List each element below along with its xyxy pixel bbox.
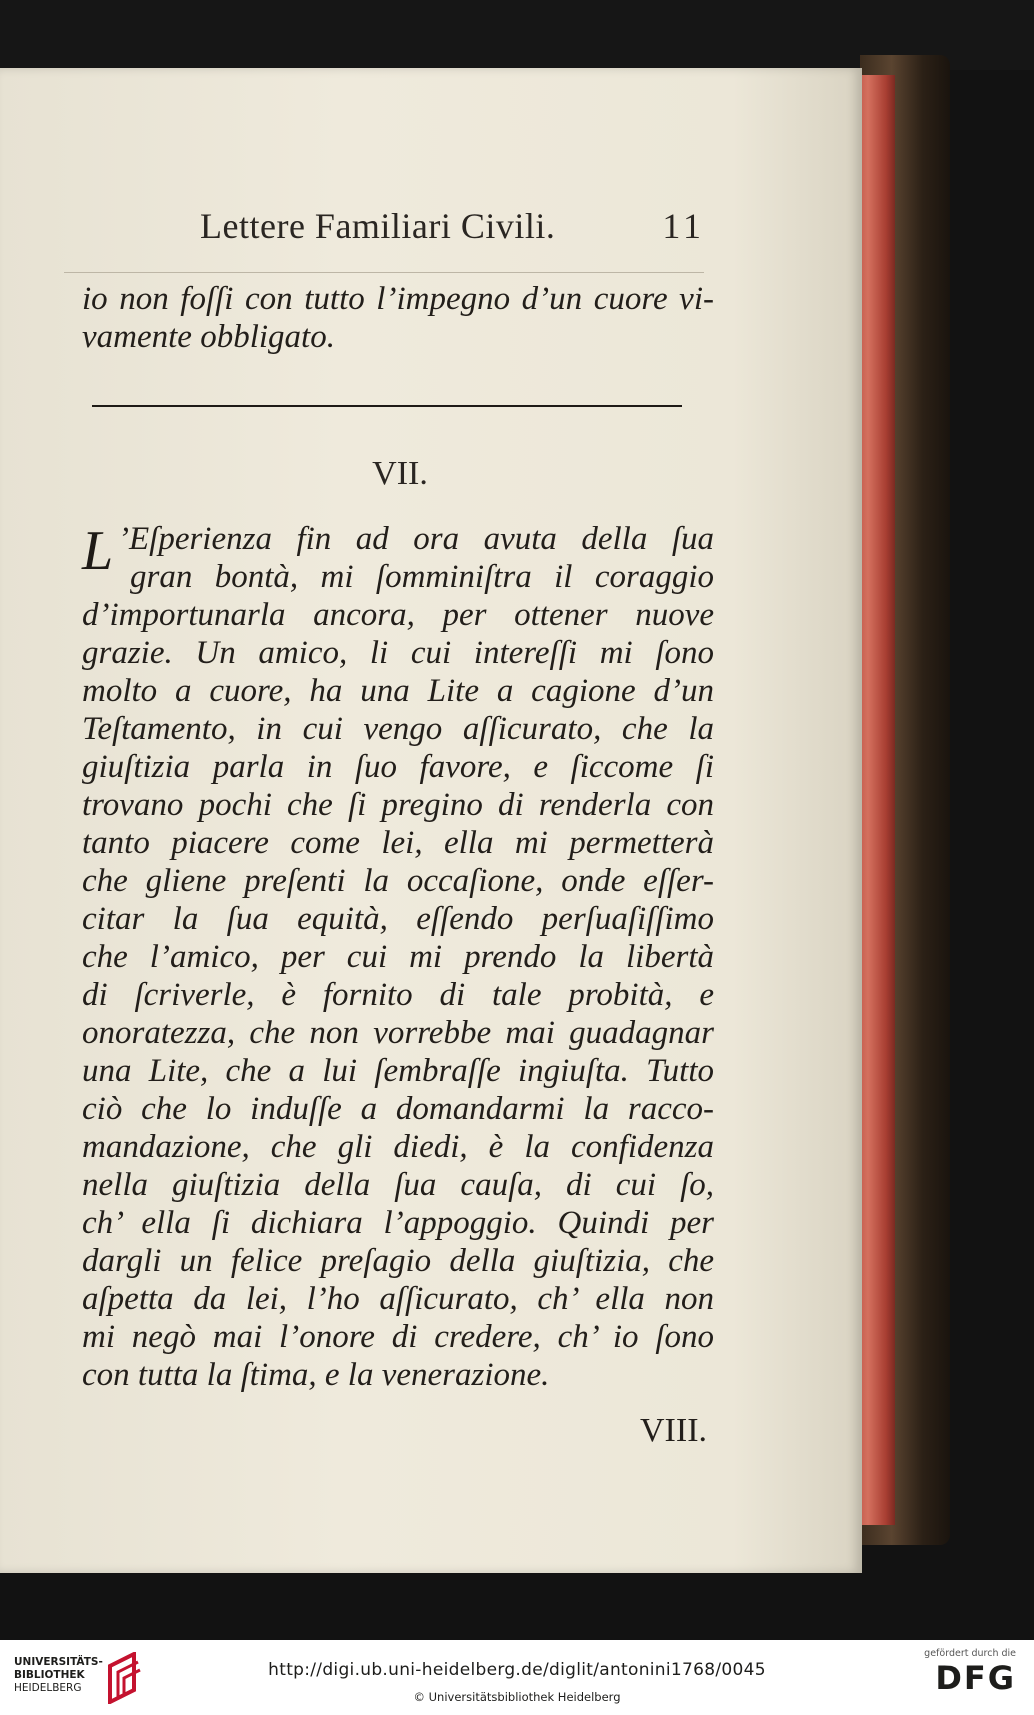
text-line: trovano pochi che ſi pregino di renderla con (82, 787, 714, 823)
library-name-line: HEIDELBERG (14, 1682, 82, 1694)
text-line: una Lite, che a lui ſembraſſe ingiuſta. Tutto (82, 1053, 714, 1089)
text-line: citar la ſua equità, eſſendo perſuaſiſſimo (82, 901, 714, 937)
continuation-text (82, 280, 714, 356)
head-rule (64, 272, 704, 273)
text-line: di ſcriverle, è fornito di tale probità, e (82, 977, 714, 1013)
viewer-footer (0, 1640, 1034, 1715)
library-name-line: BIBLIOTHEK (14, 1669, 85, 1681)
text-line: ’Eſperienza fin ad ora avuta della ſua (118, 521, 714, 557)
dfg-logo: DFG (935, 1659, 1016, 1697)
text-line: con tutta la ſtima, e la venerazione. (82, 1357, 550, 1393)
sponsor-caption: gefördert durch die (924, 1648, 1016, 1659)
text-line: nella giuſtizia della ſua cauſa, di cui ſo, (82, 1167, 714, 1203)
library-name-line: UNIVERSITÄTS- (14, 1656, 103, 1668)
text-line: io non foſſi con tutto l’impegno d’un cuore vi- (82, 281, 714, 317)
letter-number: VII. (372, 455, 428, 492)
copyright-notice: © Universitätsbibliothek Heidelberg (413, 1690, 621, 1704)
text-line: vamente obbligato. (82, 319, 335, 355)
text-line: molto a cuore, ha una Lite a cagione d’un (82, 673, 714, 709)
running-title: Lettere Familiari Civili. (200, 206, 556, 246)
sponsor-block (911, 1648, 1016, 1697)
text-line: che l’amico, per cui mi prendo la libertà (82, 939, 714, 975)
text-line: onoratezza, che non vorrebbe mai guadagnar (82, 1015, 714, 1051)
drop-cap: L (82, 520, 114, 582)
text-line: d’importunarla ancora, per ottener nuove (82, 597, 714, 633)
text-line: tanto piacere come lei, ella mi permetterà (82, 825, 714, 861)
catchword: VIII. (640, 1412, 708, 1449)
text-line: giuſtizia parla in ſuo favore, e ſiccome ſi (82, 749, 714, 785)
text-line: ciò che lo induſſe a domandarmi la racco- (82, 1091, 714, 1127)
permalink-url[interactable]: http://digi.ub.uni-heidelberg.de/diglit/antonini1768/0045 (268, 1660, 766, 1680)
text-line: dargli un felice preſagio della giuſtizia, che (82, 1243, 714, 1279)
text-line: Teſtamento, in cui vengo aſſicurato, che la (82, 711, 714, 747)
text-line: ch’ ella ſi dichiara l’appoggio. Quindi per (82, 1205, 714, 1241)
text-line: mi negò mai l’onore di credere, ch’ io ſono (82, 1319, 714, 1355)
letter-body (82, 520, 714, 1394)
text-line: aſpetta da lei, l’ho aſſicurato, ch’ ella non (82, 1281, 714, 1317)
page-number: 11 (662, 206, 705, 246)
text-line: mandazione, che gli diedi, è la confidenza (82, 1129, 714, 1165)
text-line: gran bontà, mi ſomminiſtra il coraggio (130, 559, 714, 595)
text-line: grazie. Un amico, li cui intereſſi mi ſono (82, 635, 714, 671)
text-line: che gliene preſenti la occaſione, onde eſſer- (82, 863, 714, 899)
section-rule (92, 405, 682, 407)
